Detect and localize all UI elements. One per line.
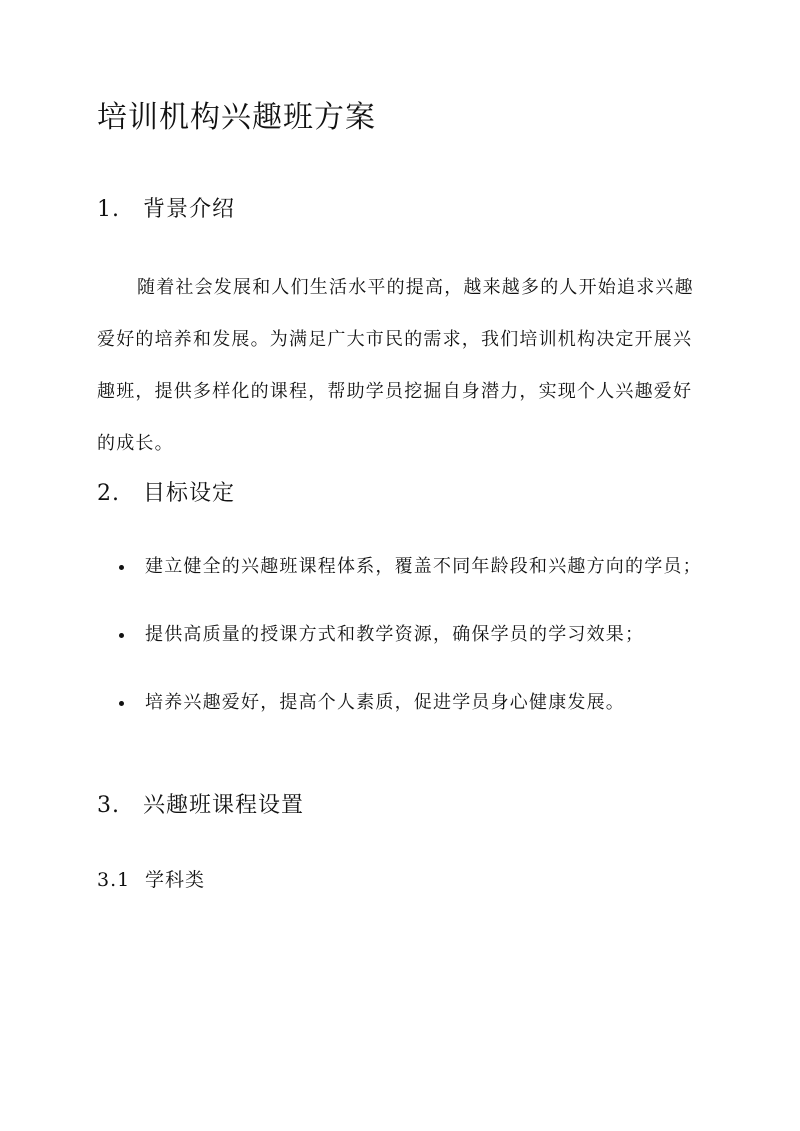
section-number: 1. bbox=[97, 197, 120, 222]
list-item bbox=[97, 541, 703, 593]
document-title: 培训机构兴趣班方案 bbox=[97, 100, 376, 135]
list-item-text: 建立健全的兴趣班课程体系，覆盖不同年龄段和兴趣方向的学员； bbox=[145, 556, 702, 577]
bullet-dot-icon bbox=[119, 701, 124, 706]
section-heading-text: 兴趣班课程设置 bbox=[143, 793, 305, 818]
subsection-heading-academic bbox=[97, 866, 205, 894]
list-item bbox=[97, 609, 703, 661]
section-heading-goals bbox=[97, 478, 235, 510]
list-item-text: 提供高质量的授课方式和教学资源，确保学员的学习效果； bbox=[145, 624, 645, 645]
goals-list bbox=[97, 541, 703, 745]
bullet-dot-icon bbox=[119, 633, 124, 638]
bullet-dot-icon bbox=[119, 565, 124, 570]
list-item bbox=[97, 677, 703, 729]
section-number: 3. bbox=[97, 793, 120, 818]
section-heading-courses bbox=[97, 790, 304, 822]
list-item-text: 培养兴趣爱好，提高个人素质，促进学员身心健康发展。 bbox=[145, 692, 625, 713]
section-heading-text: 背景介绍 bbox=[143, 197, 236, 222]
subsection-number: 3.1 bbox=[97, 869, 131, 891]
section-heading-text: 目标设定 bbox=[143, 481, 236, 506]
subsection-heading-text: 学科类 bbox=[145, 869, 206, 891]
section-number: 2. bbox=[97, 481, 120, 506]
background-paragraph: 随着社会发展和人们生活水平的提高，越来越多的人开始追求兴趣爱好的培养和发展。为满足广大市民的需求，我们培训机构决定开展兴趣班，提供多样化的课程，帮助学员挖掘自身潜力，实现个人兴趣爱好的成长。 bbox=[97, 277, 694, 454]
section-heading-background bbox=[97, 194, 235, 226]
